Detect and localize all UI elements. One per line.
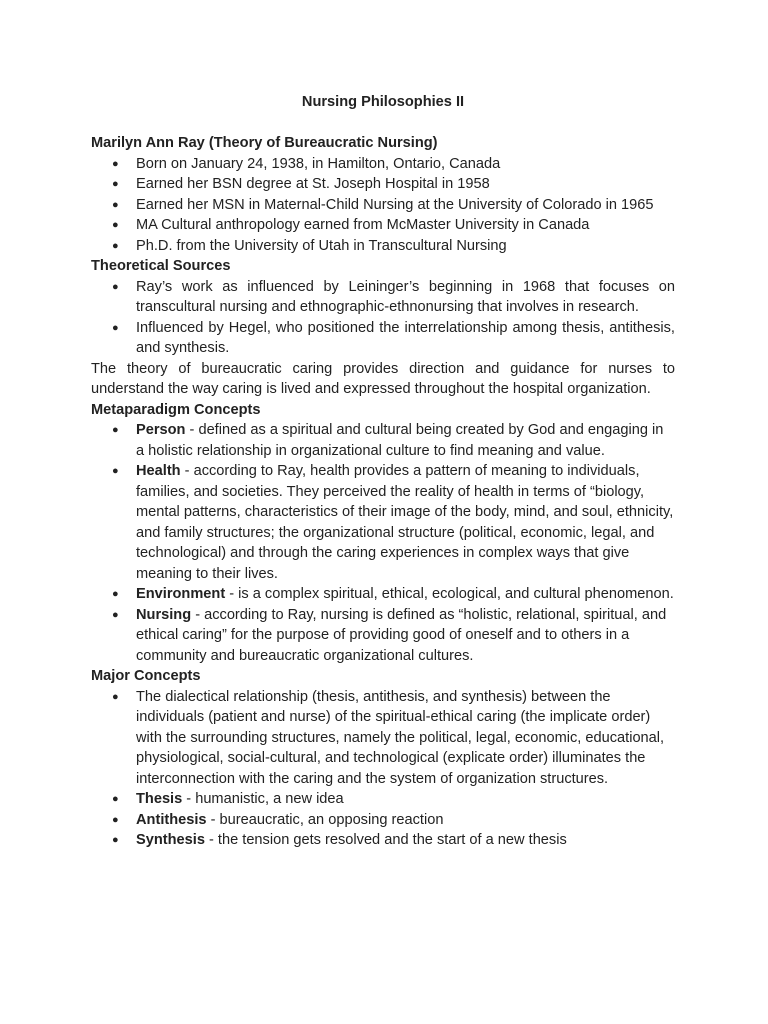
- bullet-icon: ●: [112, 588, 119, 600]
- bio-list: [91, 154, 675, 257]
- list-item: ● Ph.D. from the University of Utah in Transcultural Nursing: [91, 236, 675, 257]
- list-item: ● MA Cultural anthropology earned from McMaster University in Canada: [91, 215, 675, 236]
- bullet-icon: ●: [112, 813, 119, 826]
- section-heading-major-concepts: Major Concepts: [91, 668, 201, 684]
- list-item-environment: ● Environment - is a complex spiritual, ethical, ecological, and cultural phenomenon.: [91, 584, 675, 605]
- bullet-icon: ●: [112, 239, 119, 252]
- document-body: [91, 92, 675, 851]
- page-title: Nursing Philosophies II: [301, 94, 465, 110]
- metaparadigm-list: [91, 420, 675, 666]
- bullet-icon: ●: [112, 834, 119, 846]
- list-item-nursing: ● Nursing - according to Ray, nursing is defined as “holistic, relational, spiritual, and ethical caring” for the purpose of providing good of oneself and to others in a community and bureaucratic organizational cultures.: [112, 606, 667, 664]
- list-item-thesis: ● Thesis - humanistic, a new idea: [91, 789, 675, 810]
- list-item-health: ● Health - according to Ray, health provides a pattern of meaning to individuals, families, and societies. They perceived the reality of health in terms of “biology, mental patterns, characteristics of their image of the body, mind, and soul, ethnicity, and family structures; the organizational structure (political, economic, legal, and technological) and through the caring experiences in complex ways that give meaning to their lives.: [112, 463, 674, 582]
- list-item: ● Earned her BSN degree at St. Joseph Hospital in 1958: [91, 174, 675, 195]
- section-heading-theoretical-sources: Theoretical Sources: [91, 258, 231, 274]
- bullet-icon: ●: [112, 793, 119, 805]
- list-item: ● Influenced by Hegel, who positioned the interrelationship among thesis, antithesis, and synthesis.: [112, 319, 675, 356]
- term-label: Antithesis: [136, 811, 207, 828]
- list-item-antithesis: ● Antithesis - bureaucratic, an opposing reaction: [91, 810, 675, 831]
- list-item: ● Born on January 24, 1938, in Hamilton, Ontario, Canada: [91, 154, 675, 175]
- bullet-icon: ●: [112, 321, 119, 334]
- bullet-icon: ●: [112, 465, 119, 477]
- bullet-icon: ●: [112, 198, 119, 211]
- term-label: Thesis: [136, 791, 183, 807]
- list-item: ● Earned her MSN in Maternal-Child Nursing at the University of Colorado in 1965: [91, 195, 675, 216]
- bullet-icon: ●: [112, 219, 119, 231]
- bullet-icon: ●: [112, 178, 119, 190]
- term-label: Environment: [136, 586, 226, 602]
- bullet-icon: ●: [112, 157, 119, 170]
- term-label: Synthesis: [136, 832, 205, 848]
- bullet-icon: ●: [112, 280, 119, 293]
- term-label: Health: [136, 463, 181, 479]
- list-item-person: ● Person - defined as a spiritual and cultural being created by God and engaging in a holistic relationship in organizational culture to find meaning and value.: [112, 422, 664, 459]
- list-item: ● Ray’s work as influenced by Leininger’s beginning in 1968 that focuses on transcultural nursing and ethnographic-ethnonursing that involves in research.: [112, 278, 675, 315]
- list-item-synthesis: ● Synthesis - the tension gets resolved and the start of a new thesis: [91, 830, 675, 851]
- major-concepts-list: [91, 687, 675, 851]
- bullet-icon: ●: [112, 690, 119, 703]
- section-heading-metaparadigm-concepts: Metaparadigm Concepts: [91, 401, 261, 418]
- list-item-dialectical-relationship: ● The dialectical relationship (thesis, antithesis, and synthesis) between the individuals (patient and nurse) of the spiritual-ethical caring (the implicate order) with the surrounding structures, namely the political, legal, economic, educational, physiological, social-cultural, and technological (explicate order) illuminates the interconnection with the caring and the system of organization structures.: [112, 688, 665, 787]
- section-heading-marilyn-ann-ray: Marilyn Ann Ray (Theory of Bureaucratic Nursing): [91, 135, 438, 151]
- term-label: Person: [136, 422, 186, 438]
- theory-paragraph: The theory of bureaucratic caring provides direction and guidance for nurses to understand the way caring is lived and expressed throughout the hospital organization.: [91, 360, 675, 397]
- term-label: Nursing: [136, 606, 192, 623]
- bullet-icon: ●: [112, 424, 119, 436]
- theoretical-sources-list: [91, 277, 675, 359]
- bullet-icon: ●: [112, 608, 119, 621]
